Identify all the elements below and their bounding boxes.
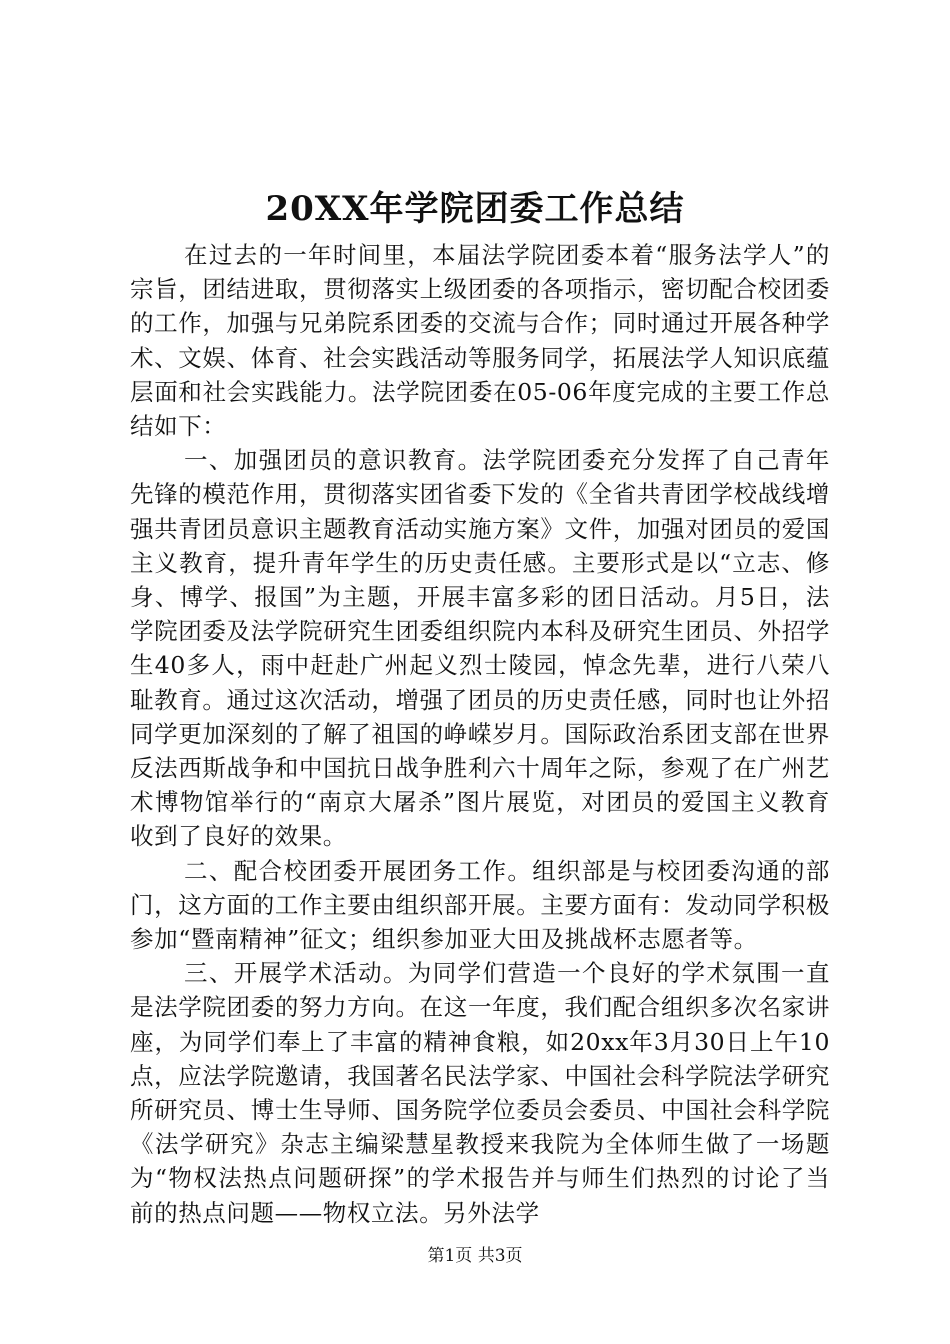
page-number-footer: 第1页 共3页 <box>427 1246 523 1266</box>
document-title: 20XX年学院团委工作总结 <box>265 189 685 229</box>
paragraph-section-2: 二、配合校团委开展团务工作。组织部是与校团委沟通的部门，这方面的工作主要由组织部开展。主要方面有：发动同学积极参加“暨南精神”征文；组织参加亚大田及挑战杯志愿者等。 <box>130 856 830 954</box>
paragraph-section-3: 三、开展学术活动。为同学们营造一个良好的学术氛围一直是法学院团委的努力方向。在这一年度，我们配合组织多次名家讲座，为同学们奉上了丰富的精神食粮，如20xx年3月30日上午10点，应法学院邀请，我国著名民法学家、中国社会科学院法学研究所研究员、博士生导师、国务院学位委员会委员、中国社会科学院《法学研究》杂志主编梁慧星教授来我院为全体师生做了一场题为“物权法热点问题研探”的学术报告并与师生们热烈的讨论了当前的热点问题——物权立法。另外法学 <box>130 959 830 1227</box>
paragraph-section-1: 一、加强团员的意识教育。法学院团委充分发挥了自己青年先锋的模范作用，贯彻落实团省委下发的《全省共青团学校战线增强共青团员意识主题教育活动实施方案》文件，加强对团员的爱国主义教育，提升青年学生的历史责任感。主要形式是以“立志、修身、博学、报国”为主题，开展丰富多彩的团日活动。月5日，法学院团委及法学院研究生团委组织院内本科及研究生团员、外招学生40多人，雨中赶赴广州起义烈士陵园，悼念先辈，进行八荣八耻教育。通过这次活动，增强了团员的历史责任感，同时也让外招同学更加深刻的了解了祖国的峥嵘岁月。国际政治系团支部在世界反法西斯战争和中国抗日战争胜利六十周年之际，参观了在广州艺术博物馆举行的“南京大屠杀”图片展览，对团员的爱国主义教育收到了良好的效果。 <box>130 446 830 851</box>
document-body <box>130 238 830 1230</box>
paragraph-intro: 在过去的一年时间里，本届法学院团委本着“服务法学人”的宗旨，团结进取，贯彻落实上级团委的各项指示，密切配合校团委的工作，加强与兄弟院系团委的交流与合作；同时通过开展各种学术、文娱、体育、社会实践活动等服务同学，拓展法学人知识底蕴层面和社会实践能力。法学院团委在05-06年度完成的主要工作总结如下： <box>130 241 830 441</box>
